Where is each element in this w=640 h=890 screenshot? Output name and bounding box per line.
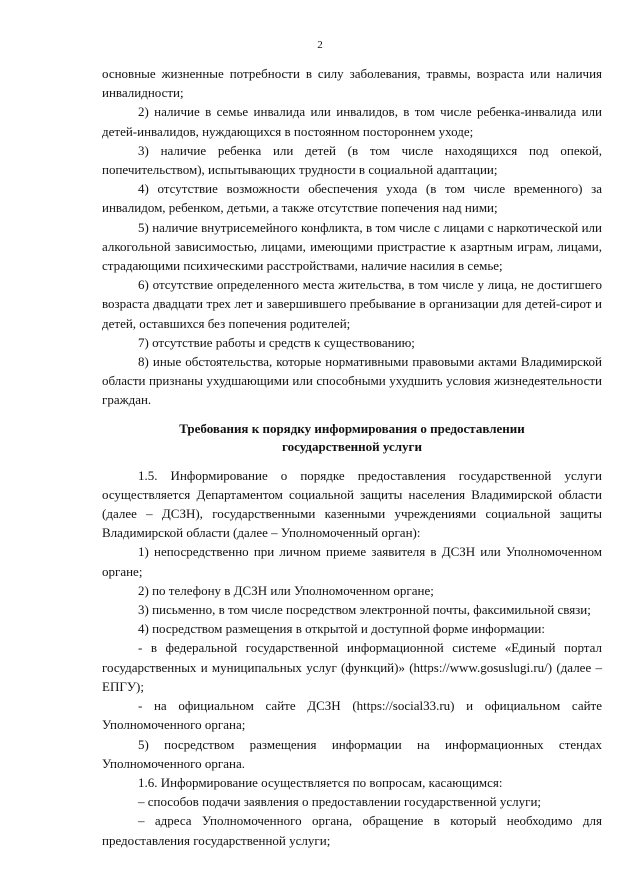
document-body <box>102 64 602 850</box>
paragraph: 8) иные обстоятельства, которые нормативными правовыми актами Владимирской области признаны ухудшающими или способными ухудшить условия жизнедеятельности граждан. <box>102 354 602 408</box>
paragraph: 1) непосредственно при личном приеме заявителя в ДСЗН или Уполномоченном органе; <box>102 544 602 579</box>
section-heading-line: Требования к порядку информирования о предоставлении <box>179 420 525 436</box>
paragraph: 2) по телефону в ДСЗН или Уполномоченном органе; <box>138 582 434 598</box>
section-heading-line: государственной услуги <box>282 438 422 454</box>
paragraph: 5) наличие внутрисемейного конфликта, в том числе с лицами с наркотической или алкогольной зависимостью, лицами, имеющими пристрастие к азартным играм, лицами, страдающими психическими расстройствами, наличие насилия в семье; <box>102 219 602 274</box>
paragraph: 3) наличие ребенка или детей (в том числе находящихся под опекой, попечительством), испытывающих трудности в социальной адаптации; <box>102 142 602 178</box>
page-number: 2 <box>317 39 323 51</box>
paragraph: 7) отсутствие работы и средств к существованию; <box>138 334 415 350</box>
paragraph: 2) наличие в семье инвалида или инвалидов, в том числе ребенка-инвалида или детей-инвалидов, нуждающихся в постоянном постороннем уходе; <box>102 104 602 139</box>
paragraph: 1.5. Информирование о порядке предоставления государственной услуги осуществляется Департаментом социальной защиты населения Владимирской области (далее – ДСЗН), государственными казенными учреждениями социальной защиты Владимирской области (далее – Уполномоченный орган): <box>102 467 602 541</box>
paragraph: 4) отсутствие возможности обеспечения ухода (в том числе временного) за инвалидом, ребенком, детьми, а также отсутствие попечения над ними; <box>102 181 602 216</box>
paragraph: основные жизненные потребности в силу заболевания, травмы, возраста или наличия инвалидности; <box>102 66 602 101</box>
paragraph: – способов подачи заявления о предоставлении государственной услуги; <box>138 794 542 810</box>
paragraph: 6) отсутствие определенного места жительства, в том числе у лица, не достигшего возраста двадцати трех лет и завершившего пребывание в организации для детей-сирот и детей, оставшихся без попечения родителей; <box>102 277 602 331</box>
paragraph: - на официальном сайте ДСЗН (https://social33.ru) и официальном сайте Уполномоченного органа; <box>102 698 602 733</box>
paragraph: 4) посредством размещения в открытой и доступной форме информации: <box>138 621 545 637</box>
section-heading <box>102 420 602 456</box>
paragraph: 3) письменно, в том числе посредством электронной почты, факсимильной связи; <box>138 602 591 618</box>
paragraph: 5) посредством размещения информации на информационных стендах Уполномоченного органа. <box>102 736 602 771</box>
paragraph: – адреса Уполномоченного органа, обращение в который необходимо для предоставления государственной услуги; <box>102 813 602 848</box>
paragraph: 1.6. Информирование осуществляется по вопросам, касающимся: <box>138 774 503 790</box>
paragraph: - в федеральной государственной информационной системе «Единый портал государственных и муниципальных услуг (функций)» (https://www.gosuslugi.ru/) (далее – ЕПГУ); <box>102 640 602 694</box>
